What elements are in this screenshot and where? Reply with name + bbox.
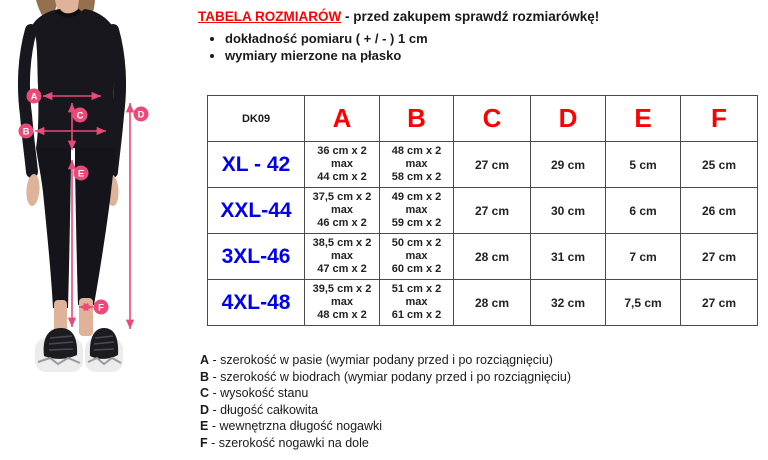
column-header-c: C: [454, 96, 531, 142]
cell-rise: 27 cm: [454, 142, 531, 188]
column-header-e: E: [606, 96, 681, 142]
column-header-b: B: [380, 96, 454, 142]
measure-badge-d: [134, 107, 149, 122]
svg-text:D: D: [137, 109, 145, 121]
header: [198, 8, 763, 64]
table-row: [208, 142, 758, 188]
table-row: [208, 234, 758, 280]
legend-item-a: A - szerokość w pasie (wymiar podany przed i po rozciągnięciu): [200, 353, 553, 367]
svg-text:B: B: [22, 126, 30, 138]
cell-length: 32 cm: [531, 280, 606, 326]
cell-length: 31 cm: [531, 234, 606, 280]
cell-leg-opening: 25 cm: [681, 142, 758, 188]
column-header-f: F: [681, 96, 758, 142]
measure-badge-a: [27, 89, 42, 104]
cell-length: 29 cm: [531, 142, 606, 188]
legend-item-e: E - wewnętrzna długość nogawki: [200, 419, 383, 434]
cell-waist: 39,5 cm x 2 max 48 cm x 2: [305, 280, 380, 326]
header-bullets: [198, 30, 763, 64]
legend-item-f: F - szerokość nogawki na dole: [200, 435, 369, 450]
model-photo: [0, 0, 190, 378]
cell-leg-opening: 27 cm: [681, 234, 758, 280]
cell-waist: 37,5 cm x 2 max 46 cm x 2: [305, 188, 380, 234]
cell-inseam: 7 cm: [606, 234, 681, 280]
left-hand: [25, 174, 40, 207]
size-label: XXL-44: [208, 188, 305, 234]
size-label: 3XL-46: [208, 234, 305, 280]
bullet-measure-accuracy: • dokładność pomiaru ( + / - ) 1 cm: [225, 30, 763, 47]
page-title-line: [198, 8, 763, 25]
measure-badge-e: [74, 166, 89, 181]
legend-item-b: B - szerokość w biodrach (wymiar podany przed i po rozciągnięciu): [200, 369, 571, 384]
cell-waist: 36 cm x 2 max 44 cm x 2: [305, 142, 380, 188]
cell-leg-opening: 27 cm: [681, 280, 758, 326]
table-header-row: [208, 96, 758, 142]
legend-item-c: C - wysokość stanu: [200, 386, 309, 401]
cell-inseam: 6 cm: [606, 188, 681, 234]
cell-hip: 49 cm x 2 max 59 cm x 2: [380, 188, 454, 234]
cell-hip: 50 cm x 2 max 60 cm x 2: [380, 234, 454, 280]
cell-waist: 38,5 cm x 2 max 47 cm x 2: [305, 234, 380, 280]
cell-rise: 27 cm: [454, 188, 531, 234]
svg-text:E: E: [77, 168, 85, 180]
column-header-a: A: [305, 96, 380, 142]
page-title: TABELA ROZMIARÓW: [198, 9, 342, 24]
svg-text:A: A: [30, 91, 38, 103]
bullet-flat-measurement: • wymiary mierzone na płasko: [225, 47, 763, 64]
leggings-left-leg: [36, 148, 71, 308]
legend-item-d: D - długość całkowita: [200, 402, 319, 417]
cell-hip: 51 cm x 2 max 61 cm x 2: [380, 280, 454, 326]
page-title-suffix: - przed zakupem sprawdź rozmiarówkę!: [341, 9, 600, 24]
measure-badge-b: [19, 124, 34, 139]
measure-badge-c: [73, 108, 88, 123]
svg-text:F: F: [98, 302, 104, 314]
svg-text:C: C: [76, 110, 84, 122]
size-label: XL - 42: [208, 142, 305, 188]
cell-inseam: 5 cm: [606, 142, 681, 188]
size-table: [207, 95, 758, 326]
cell-inseam: 7,5 cm: [606, 280, 681, 326]
cell-leg-opening: 26 cm: [681, 188, 758, 234]
cell-rise: 28 cm: [454, 280, 531, 326]
sweater: [30, 9, 116, 148]
cell-hip: 48 cm x 2 max 58 cm x 2: [380, 142, 454, 188]
measurement-legend: [200, 352, 620, 452]
measure-badge-f: [94, 300, 109, 315]
table-row: [208, 280, 758, 326]
size-label: 4XL-48: [208, 280, 305, 326]
cell-length: 30 cm: [531, 188, 606, 234]
table-row: [208, 188, 758, 234]
right-ankle: [79, 298, 93, 336]
model-code: DK09: [208, 96, 305, 142]
cell-rise: 28 cm: [454, 234, 531, 280]
column-header-d: D: [531, 96, 606, 142]
left-shoe: [35, 328, 83, 372]
